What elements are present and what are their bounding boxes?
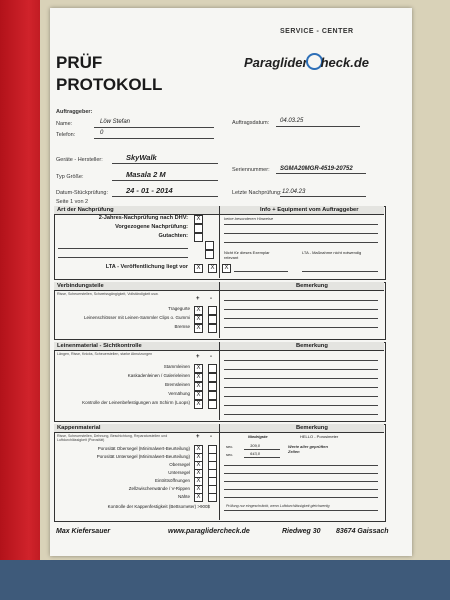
type-underline [112, 180, 218, 181]
service-center-label: SERVICE - CENTER [280, 28, 354, 35]
connectors-heading: Verbindungsteile [57, 283, 104, 289]
canopy-heading: Kappenmaterial [57, 425, 101, 431]
title-line2: PROTOKOLL [56, 75, 163, 94]
plus-header: + [196, 354, 200, 360]
logo-text-part2: heck.de [320, 55, 370, 70]
connector-checkbox[interactable] [208, 306, 217, 315]
type-value: Masala 2 M [126, 170, 166, 179]
canopy-item-label: Untersegel [168, 470, 190, 475]
canopy-checkbox[interactable]: X [194, 461, 203, 470]
order-date-label: Auftragsdatum: [232, 120, 270, 126]
canopy-item-label: Kontrolle der Kappenfestigkeit (Bettsometer) >900$ [107, 504, 210, 509]
remark-line [224, 309, 378, 310]
canopy-remarks-heading: Bemerkung [296, 425, 328, 431]
porosity-value-bottom: 643,0 [250, 451, 261, 456]
last-check-value: 12.04.23 [282, 189, 306, 195]
canopy-checkbox[interactable] [208, 493, 217, 502]
date-check-label: Datum-Stückprüfung: [56, 190, 108, 196]
name-underline [94, 127, 214, 128]
remark-line [224, 481, 378, 482]
porosity-value-top: 309,0 [250, 443, 261, 448]
lta-checkbox[interactable]: X [208, 264, 217, 273]
art-checkbox[interactable] [205, 241, 214, 250]
lta-label: LTA - Veröffentlichung liegt vor [105, 264, 188, 270]
remark-line [224, 378, 378, 379]
porosity-device: HELLO - Porosimeter [300, 434, 339, 439]
info-line [224, 233, 378, 234]
canopy-checkbox[interactable]: X [194, 445, 203, 454]
remark-line [224, 396, 378, 397]
connector-item-label: Leinenschlösser mit Leinen-Sammler Clips o. Gummi [83, 315, 190, 320]
manufacturer-label: Geräte - Hersteller: [56, 157, 103, 163]
canopy-note: Prüfung nur eingeschränkt, wenn Luftdurchlässigkeit gleichwertig [226, 504, 330, 508]
blue-folder [0, 560, 450, 600]
info-line [234, 271, 288, 272]
info-line [224, 242, 378, 243]
footer-website[interactable]: www.paraglidercheck.de [168, 528, 250, 535]
remark-line [224, 414, 378, 415]
remark-line [224, 300, 378, 301]
serial-value: SGMA20MGR-4519-20752 [280, 166, 353, 172]
art-item-label: Gutachten: [158, 233, 188, 239]
footer-street: Riedweg 30 [282, 528, 321, 535]
paraglidercheck-logo [244, 53, 369, 70]
lines-divider [219, 342, 220, 420]
canopy-checkbox[interactable]: X [194, 477, 203, 486]
phone-underline [94, 138, 214, 139]
page-info: Seite 1 von 2 [56, 199, 89, 205]
type-label: Typ Größe: [56, 174, 84, 180]
lines-sub: Längen, Risse, Knicks, Scheuerstellen, starke Abnutzungen [57, 352, 153, 356]
minus-header: - [210, 354, 212, 360]
canopy-item-label: Zellzwischenwände / V-Rippen [128, 486, 190, 491]
footer-name: Max Kiefersauer [56, 528, 111, 535]
remark-line [224, 489, 378, 490]
connector-checkbox[interactable]: X [194, 306, 203, 315]
remark-line [224, 360, 378, 361]
info-heading: Info + Equipment vom Auftraggeber [260, 207, 359, 213]
footer-city: 83674 Gaissach [336, 528, 389, 535]
connector-checkbox[interactable] [208, 324, 217, 333]
phone-label: Telefon: [56, 132, 76, 138]
porosity-underline [244, 457, 280, 458]
minus-header: - [210, 296, 212, 302]
date-check-underline [112, 196, 218, 197]
connector-checkbox[interactable]: X [194, 324, 203, 333]
logo-text-part1: Paraglider [244, 55, 308, 70]
remark-line [224, 510, 378, 511]
canopy-checkbox[interactable]: X [194, 453, 203, 462]
art-item-label: Vorgezogene Nachprüfung: [115, 224, 188, 230]
line-checkbox[interactable]: X [194, 391, 203, 400]
customer-heading: Auftraggeber: [56, 109, 93, 115]
info-line [302, 271, 378, 272]
lta-measure-label: LTA - Maßnahme nicht notwendig [302, 250, 362, 255]
line-checkbox[interactable] [208, 391, 217, 400]
porosity-underline [244, 449, 280, 450]
remark-line [224, 327, 378, 328]
line-checkbox[interactable] [208, 400, 217, 409]
art-item-label: 2-Jahres-Nachprüfung nach DHV: [98, 215, 188, 221]
art-checkbox[interactable]: X [194, 215, 203, 224]
connectors-remarks-heading: Bemerkung [296, 283, 328, 289]
name-label: Name: [56, 121, 73, 127]
remark-line [224, 465, 378, 466]
info-note: keine besonderen Hinweise [224, 216, 274, 221]
connector-checkbox[interactable]: X [194, 315, 203, 324]
canopy-item-label: Obersegel [169, 462, 190, 467]
line-item-label: Kontrolle der Leinenbefestigungen am Schirm (Loops) [82, 400, 190, 405]
sec-label: sec. [226, 452, 234, 457]
plus-header: + [196, 296, 200, 302]
connectors-divider [219, 282, 220, 338]
porosity-note: Werte aller geprüften Zellen [288, 444, 328, 454]
art-blank-line [58, 257, 188, 258]
title-line1: PRÜF [56, 53, 103, 72]
connector-checkbox[interactable] [208, 315, 217, 324]
not-relevant-label: Nicht für dieses Exemplar relevant [224, 250, 270, 260]
remark-line [224, 405, 378, 406]
remark-line [224, 369, 378, 370]
canopy-sub: Risse, Scheuerstellen, Dehnung, Beschichtung, Reparaturstellen und Luftdurchlässigkeit (Porosität) [57, 434, 168, 443]
lines-heading: Leinenmaterial - Sichtkontrolle [57, 343, 142, 349]
line-item-label: Vernähung [168, 391, 190, 396]
inspection-protocol-sheet [50, 8, 412, 556]
art-blank-line [58, 248, 188, 249]
canopy-divider [219, 424, 220, 520]
info-line [224, 224, 378, 225]
line-checkbox[interactable]: X [194, 364, 203, 373]
phone-value: 0 [100, 130, 104, 136]
line-item-label: Kaskadenleinen / Galerieleinen [127, 373, 190, 378]
line-item-label: Bremsleinen [164, 382, 190, 387]
line-item-label: Stammleinen [163, 364, 190, 369]
remark-line [224, 387, 378, 388]
date-check-value: 24 - 01 - 2014 [126, 186, 173, 195]
remark-line [224, 473, 378, 474]
lta-checkbox[interactable]: X [194, 264, 203, 273]
order-date-value: 04.03.25 [280, 118, 304, 124]
remark-line [224, 497, 378, 498]
canopy-checkbox[interactable]: X [194, 485, 203, 494]
serial-label: Seriennummer: [232, 167, 270, 173]
line-checkbox[interactable]: X [194, 382, 203, 391]
line-checkbox[interactable] [208, 364, 217, 373]
not-relevant-checkbox[interactable]: X [222, 264, 231, 273]
plus-header: + [196, 434, 200, 440]
line-checkbox[interactable] [208, 382, 217, 391]
lines-remarks-heading: Bemerkung [296, 343, 328, 349]
sec-label: sec. [226, 444, 234, 449]
connector-item-label: Tragegurte [168, 306, 190, 311]
manufacturer-underline [112, 163, 218, 164]
canopy-checkbox[interactable]: X [194, 469, 203, 478]
canopy-item-label: Porosität Obersegel (Minimalwert-Beurteilung) [97, 446, 190, 451]
art-heading: Art der Nachprüfung [57, 207, 114, 213]
canopy-item-label: Porosität Untersegel (Minimalwert-Beurteilung) [96, 454, 190, 459]
line-checkbox[interactable] [208, 373, 217, 382]
serial-underline [276, 173, 366, 174]
line-checkbox[interactable]: X [194, 400, 203, 409]
order-date-underline [276, 126, 360, 127]
canopy-item-label: Nähte [177, 494, 190, 499]
canopy-item-label: Eintrittsöffnungen [155, 478, 190, 483]
connector-item-label: Bremse [174, 324, 190, 329]
connectors-sub: Risse, Scheuerstellen, Schweissgängigkeit, Vollständigkeit usw. [57, 292, 159, 296]
remark-line [224, 318, 378, 319]
art-checkbox[interactable] [205, 250, 214, 259]
manufacturer-value: SkyWalk [126, 153, 157, 162]
canopy-checkbox[interactable]: X [194, 493, 203, 502]
art-checkbox[interactable] [194, 233, 203, 242]
art-checkbox[interactable] [194, 224, 203, 233]
art-divider [219, 206, 220, 278]
name-value: Löw Stefan [100, 119, 131, 125]
line-checkbox[interactable]: X [194, 373, 203, 382]
minus-header: - [210, 434, 212, 440]
last-check-label: Letzte Nachprüfung: [232, 190, 282, 196]
last-check-underline [280, 196, 366, 197]
porosity-heading: Niedrigste [248, 434, 268, 439]
